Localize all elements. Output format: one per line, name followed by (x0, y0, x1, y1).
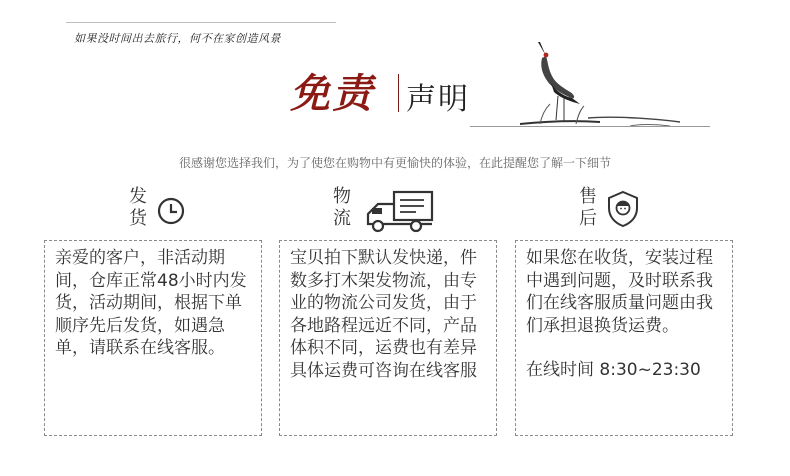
section-label-line2: 后 (579, 208, 597, 229)
header-divider (470, 126, 710, 127)
section-label-line1: 物 (333, 186, 351, 207)
shipping-text: 亲爱的客户，非活动期间，仓库正常48小时内发货，活动期间，根据下单顺序先后发货，如遇急单，请联系在线客服。 (55, 248, 247, 358)
intro-text: 很感谢您选择我们，为了使您在购物中有更愉快的体验，在此提醒您了解一下细节 (178, 156, 611, 170)
tagline: 如果没时间出去旅行，何不在家创造风景 (74, 32, 281, 45)
section-label-line2: 货 (129, 208, 147, 229)
section-shipping-header (128, 186, 198, 238)
shipping-info-box (44, 240, 262, 436)
crane-illustration (480, 38, 720, 138)
aftersales-text: 如果您在收货，安装过程中遇到问题，及时联系我们在线客服质量问题由我们承担退换货运费。 (526, 248, 713, 336)
delivery-truck-icon (364, 188, 436, 234)
shield-person-icon (606, 190, 640, 228)
section-label-line1: 发 (129, 186, 147, 207)
aftersales-info-box (515, 240, 733, 436)
service-hours: 在线时间 8:30~23:30 (526, 360, 701, 380)
section-aftersales-header (578, 186, 648, 238)
page-subtitle: 声明 (406, 82, 470, 117)
logistics-text: 宝贝拍下默认发快递，件数多打木架发物流，由专业的物流公司发货，由于各地路程远近不同，产品体积不同，运费也有差异具体运费可咨询在线客服 (290, 248, 477, 381)
logistics-info-box (279, 240, 497, 436)
section-label-line1: 售 (579, 186, 597, 207)
page-title: 免责 (290, 70, 374, 117)
clock-icon (156, 196, 186, 226)
section-label-line2: 流 (333, 208, 351, 229)
top-divider (66, 22, 336, 23)
title-divider (398, 74, 399, 112)
section-logistics-header (332, 186, 442, 238)
